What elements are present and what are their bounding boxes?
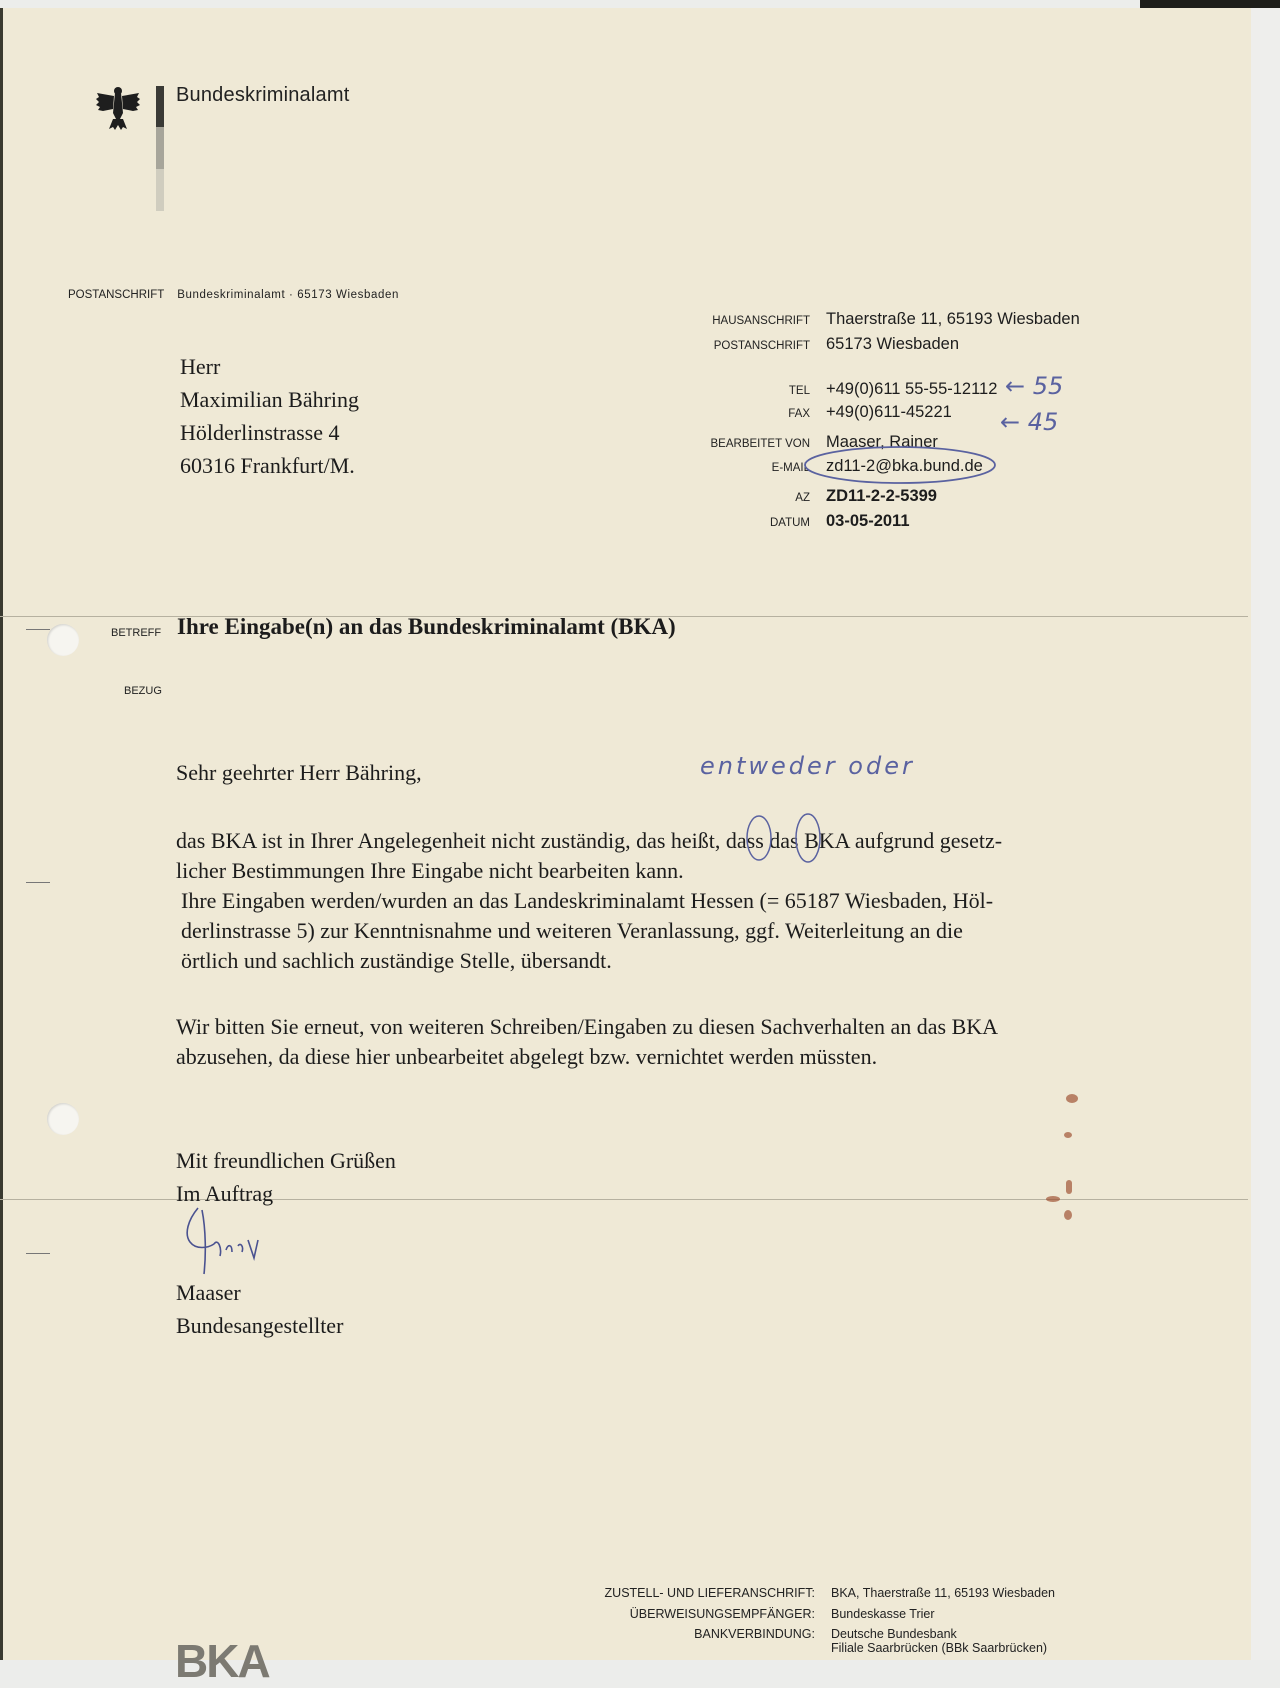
meta-label: E-MAIL — [771, 462, 810, 474]
paragraph-2 — [176, 1012, 998, 1072]
meta-label: TEL — [788, 385, 810, 397]
body-line: licher Bestimmungen Ihre Eingabe nicht bearbeiten kann. — [176, 858, 684, 883]
stain — [1064, 1132, 1072, 1138]
recipient-line: Herr — [180, 354, 221, 379]
stain — [1066, 1094, 1078, 1103]
federal-eagle-icon — [93, 83, 143, 133]
recipient-line: 60316 Frankfurt/M. — [180, 453, 355, 478]
sender-label: POSTANSCHRIFT — [68, 289, 165, 301]
organization-name: Bundeskriminalamt — [176, 84, 350, 106]
sender-value: Bundeskriminalamt · 65173 Wiesbaden — [177, 289, 399, 301]
meta-label: POSTANSCHRIFT — [713, 340, 810, 352]
footer-row — [595, 1627, 1055, 1641]
handwritten-circles-words — [744, 808, 834, 868]
signatory-title: Bundesangestellter — [176, 1313, 344, 1338]
body-line: Wir bitten Sie erneut, von weiteren Schreiben/Eingaben zu diesen Sachverhalten an das BKA — [176, 1014, 999, 1039]
punch-hole — [47, 624, 79, 656]
handwritten-note-tel: ← 55 — [1005, 372, 1064, 400]
handwritten-circle-email — [800, 440, 1000, 490]
body-line: örtlich und sachlich zuständige Stelle, übersandt. — [181, 948, 612, 973]
punch-hole — [47, 1103, 79, 1135]
fold-mark — [26, 629, 50, 630]
signatory — [176, 1276, 343, 1342]
footer-value: Filiale Saarbrücken (BBk Saarbrücken) — [831, 1641, 1048, 1655]
scan-background — [1248, 8, 1280, 1660]
stain — [1046, 1196, 1060, 1202]
body-line: Ihre Eingaben werden/wurden an das Landeskriminalamt Hessen (= 65187 Wiesbaden, Höl- — [181, 888, 994, 913]
bezug-label: BEZUG — [124, 685, 162, 697]
footer-label — [595, 1641, 831, 1655]
subject-line: Ihre Eingabe(n) an das Bundeskriminalamt (BKA) — [177, 614, 676, 639]
recipient-address — [180, 350, 359, 482]
salutation: Sehr geehrter Herr Bähring, — [176, 760, 422, 785]
paragraph-1 — [176, 826, 1002, 976]
meta-label: FAX — [788, 408, 810, 420]
letterhead-bar — [156, 86, 164, 127]
meta-value: 03-05-2011 — [826, 512, 910, 530]
meta-value: ZD11-2-2-5399 — [826, 487, 937, 505]
meta-value: +49(0)611-45221 — [826, 403, 952, 421]
meta-value: Thaerstraße 11, 65193 Wiesbaden — [826, 310, 1080, 328]
footer-value: Bundeskasse Trier — [831, 1607, 935, 1621]
footer-row — [595, 1585, 1055, 1602]
body-line: derlinstrasse 5) zur Kenntnisnahme und weiteren Veranlassung, ggf. Weiterleitung an die — [181, 918, 963, 943]
fold-mark — [26, 1253, 50, 1254]
handwritten-note-salutation: entweder oder — [700, 752, 915, 780]
meta-value: +49(0)611 55-55-12112 — [826, 380, 998, 398]
email-link[interactable]: zd11-2@bka.bund.de — [826, 457, 983, 475]
recipient-line: Hölderlinstrasse 4 — [180, 420, 340, 445]
signature — [180, 1200, 290, 1280]
footer-row — [595, 1641, 1055, 1655]
letterhead-bar — [156, 127, 164, 169]
meta-value: 65173 Wiesbaden — [826, 335, 960, 353]
closing-on-behalf: Im Auftrag — [176, 1181, 274, 1206]
body-line: das BKA ist in Ihrer Angelegenheit nicht zuständig, das heißt, dass das BKA aufgrund gesetz- — [176, 828, 1003, 853]
stain — [1066, 1180, 1072, 1194]
meta-row-hausanschrift — [660, 310, 1080, 335]
bka-logo: BKA — [175, 1635, 269, 1687]
fold-mark — [26, 882, 50, 883]
meta-label: HAUSANSCHRIFT — [712, 315, 810, 327]
meta-label: DATUM — [769, 517, 810, 529]
meta-label: BEARBEITET VON — [710, 438, 810, 450]
meta-label: AZ — [795, 492, 810, 504]
body-line: abzusehen, da diese hier unbearbeitet abgelegt bzw. vernichtet werden müssten. — [176, 1044, 878, 1069]
footer-label: ZUSTELL- UND LIEFERANSCHRIFT: — [604, 1586, 815, 1600]
footer-value: Deutsche Bundesbank — [831, 1627, 957, 1641]
signatory-name: Maaser — [176, 1280, 241, 1305]
footer-row — [595, 1606, 1055, 1623]
footer-value: BKA, Thaerstraße 11, 65193 Wiesbaden — [831, 1586, 1055, 1600]
meta-row-datum — [660, 512, 1080, 538]
meta-value: Maaser, Rainer — [826, 433, 938, 451]
meta-row-az — [660, 487, 1080, 512]
letterhead-bar — [156, 169, 164, 211]
betreff-label: BETREFF — [111, 627, 162, 639]
handwritten-note-fax: ← 45 — [1000, 408, 1059, 436]
footer-label: ÜBERWEISUNGSEMPFÄNGER: — [629, 1607, 815, 1621]
recipient-line: Maximilian Bähring — [180, 387, 360, 412]
stain — [1064, 1210, 1072, 1220]
footer — [595, 1585, 1055, 1655]
closing-greeting: Mit freundlichen Grüßen — [176, 1148, 396, 1173]
sender-line — [68, 289, 399, 301]
footer-label: BANKVERBINDUNG: — [694, 1627, 815, 1641]
